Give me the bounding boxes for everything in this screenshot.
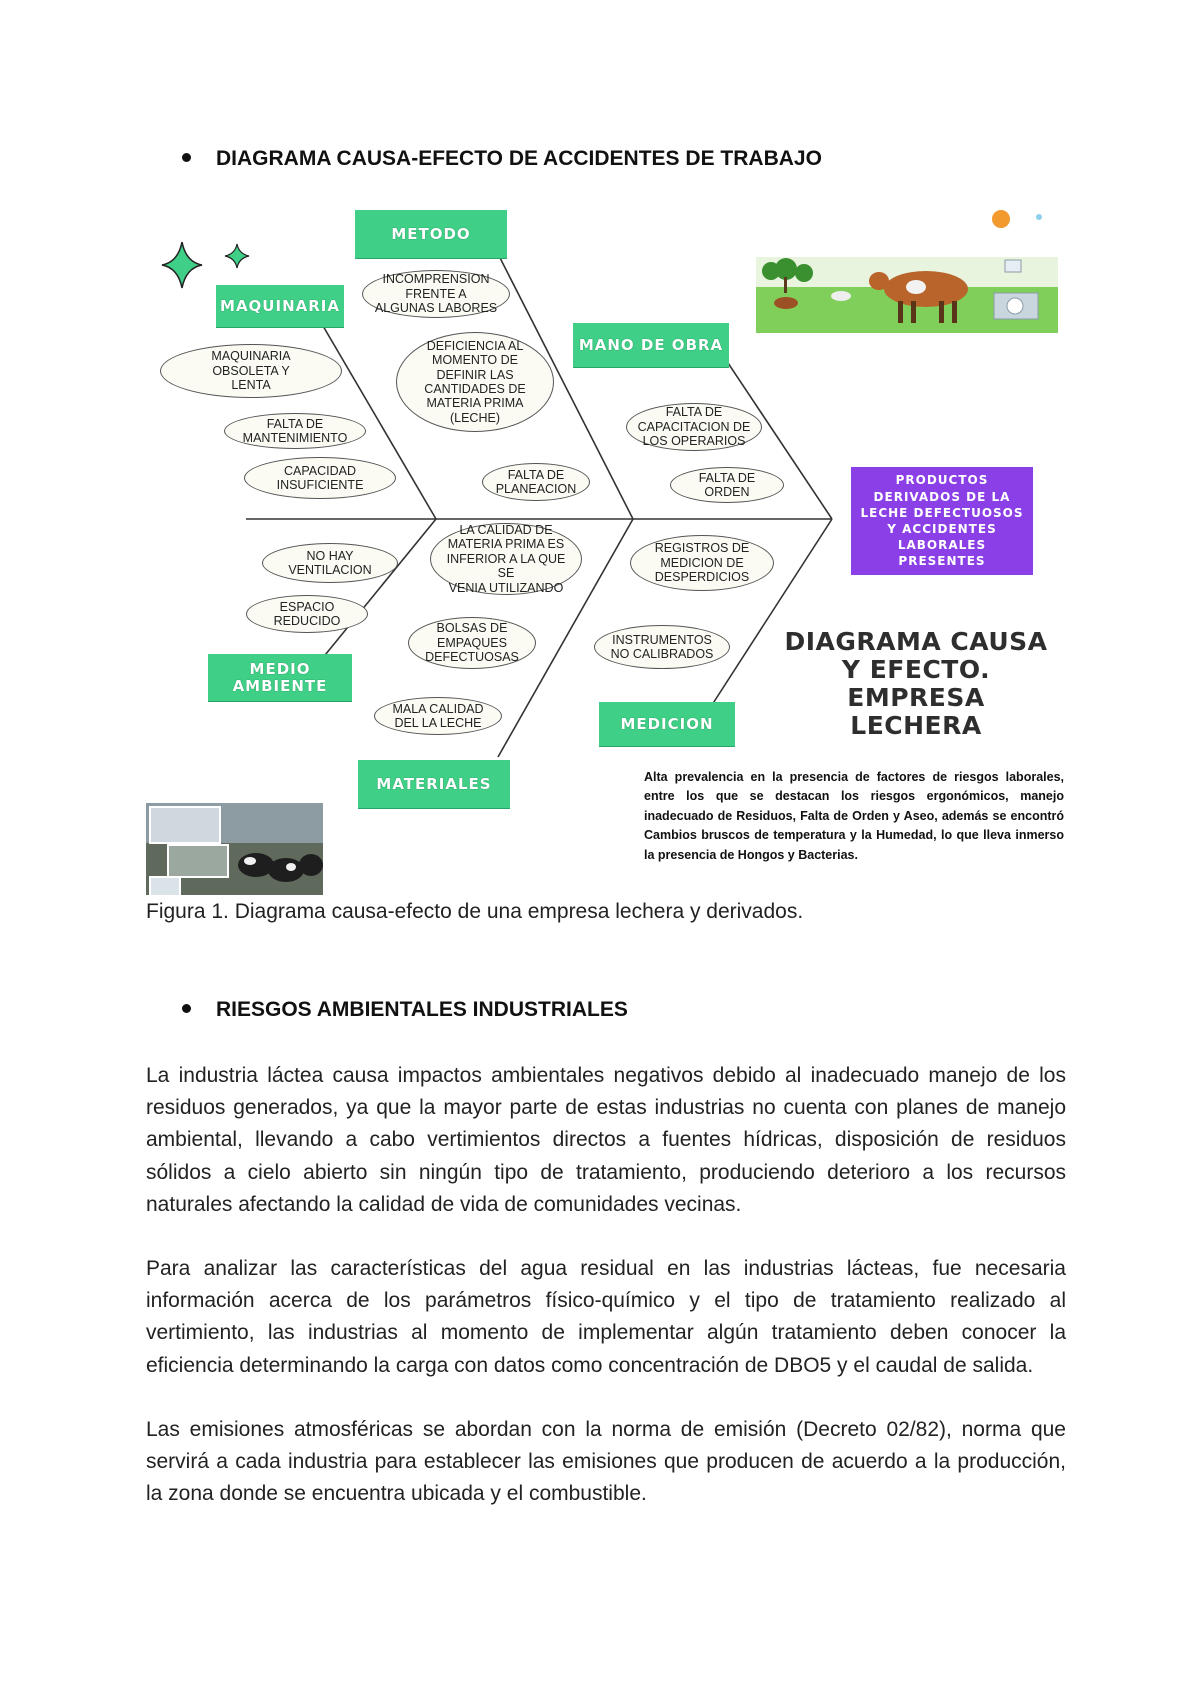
cause-line: VENIA UTILIZANDO <box>448 580 564 595</box>
effect-box <box>851 467 1033 575</box>
figure-caption: Figura 1. Diagrama causa-efecto de una empresa lechera y derivados. <box>146 900 804 923</box>
cause-line: LOS OPERARIOS <box>642 434 746 449</box>
bullet-icon <box>182 153 191 162</box>
cause-registros <box>630 535 774 591</box>
diagram-title-line: LECHERA <box>850 711 982 740</box>
cause-line: FRENTE A <box>405 286 467 301</box>
category-metodo: METODO <box>355 210 507 258</box>
cause-line: CAPACIDAD <box>283 463 356 478</box>
paragraph: Para analizar las características del agua residual en las industrias lácteas, fue necesaria información acerca de los parámetros físico-químico y el tipo de tratamiento realizado al vertimiento, las industrias al momento de implementar algún tratamiento deben conocer la eficiencia determinando la carga con datos como concentración de DBO5 y el caudal de salida. <box>146 1257 1066 1377</box>
cause-calidad-materia <box>430 523 582 595</box>
cause-mala-calidad <box>374 697 502 735</box>
cause-line: DEL LA LECHE <box>394 716 482 730</box>
diagram-title-line: DIAGRAMA CAUSA <box>784 627 1048 656</box>
sun-icon <box>992 210 1010 228</box>
cause-line: PLANEACION <box>495 482 577 496</box>
cause-line: LENTA <box>231 378 271 393</box>
effect-line: DERIVADOS DE LA <box>873 489 1011 504</box>
effect-line: LABORALES <box>897 538 987 553</box>
cause-line: REDUCIDO <box>273 614 341 628</box>
cause-line: VENTILACION <box>288 563 372 577</box>
cause-line: INCOMPRENSION <box>382 272 490 287</box>
cause-line: EMPAQUES <box>437 635 507 650</box>
cause-line: MEDICION DE <box>660 555 744 570</box>
effect-line: Y ACCIDENTES <box>887 522 997 536</box>
sparkle-small-icon <box>224 243 250 269</box>
cause-line: REGISTROS DE <box>654 541 750 556</box>
category-medicion: MEDICION <box>599 702 735 746</box>
cause-line: LA CALIDAD DE <box>459 523 553 538</box>
cause-bolsas <box>408 617 536 669</box>
diagram-note: Alta prevalencia en la presencia de factores de riesgos laborales, entre los que se destacan los riesgos ergonómicos, manejo inadecuado de Residuos, Falta de Orden y Aseo, además se encontró Cambios bruscos de temperatura y la Humedad, lo que lleva inmerso la presencia de Hongos y Bacterias. <box>644 770 1064 862</box>
cause-line: DESPERDICIOS <box>654 570 750 585</box>
cause-line: INFERIOR A LA QUE SE <box>446 551 566 581</box>
cause-line: NO HAY <box>306 548 354 563</box>
cloud-icon <box>1036 214 1042 220</box>
section-heading-riesgos <box>182 998 628 1022</box>
diagram-title-line: EMPRESA <box>847 683 985 712</box>
paragraph: La industria láctea causa impactos ambientales negativos debido al inadecuado manejo de los residuos generados, ya que la mayor parte de estas industrias no cuenta con planes de manejo ambiental, llevando a cabo vertimientos directos a fuentes hídricas, disposición de residuos sólidos a cielo abierto sin ningún tipo de tratamiento, produciendo deterioro a los recursos naturales afectando la calidad de vida de comunidades vecinas. <box>146 1064 1066 1216</box>
bullet-icon <box>182 1004 191 1013</box>
cause-line: CAPACITACION DE <box>637 419 751 434</box>
dairy-photo-collage <box>146 803 323 895</box>
effect-line: LECHE DEFECTUOSOS <box>860 505 1024 520</box>
cause-capacidad-insuficiente <box>244 457 396 499</box>
heading-text: DIAGRAMA CAUSA-EFECTO DE ACCIDENTES DE TRABAJO <box>216 147 822 170</box>
sparkle-icon <box>160 240 204 290</box>
category-medio-ambiente-line2: AMBIENTE <box>232 676 328 695</box>
effect-line: PRESENTES <box>898 554 986 569</box>
cause-line: MATERIA PRIMA ES <box>447 537 565 552</box>
cause-line: ESPACIO <box>279 599 335 614</box>
cause-line: BOLSAS DE <box>436 621 508 636</box>
cause-line: NO CALIBRADOS <box>610 647 714 661</box>
cause-falta-planeacion <box>482 463 590 501</box>
cause-line: CANTIDADES DE <box>424 382 526 396</box>
cause-line: (LECHE) <box>449 410 500 425</box>
section-heading-diagram <box>182 147 822 171</box>
cause-line: DEFICIENCIA AL <box>426 338 524 353</box>
effect-line: PRODUCTOS <box>895 473 989 488</box>
diagram-title <box>766 628 1066 740</box>
cause-incomprension <box>362 270 510 318</box>
cow-pasture-illustration <box>756 257 1058 333</box>
cause-effect-figure <box>146 205 1068 895</box>
cause-no-ventilacion <box>262 543 398 583</box>
cause-line: FALTA DE <box>665 405 723 420</box>
cause-line: MAQUINARIA <box>211 349 291 364</box>
category-mano-de-obra: MANO DE OBRA <box>573 323 729 367</box>
cause-line: FALTA DE <box>698 470 756 485</box>
cause-line: FALTA DE <box>507 467 565 482</box>
cause-espacio-reducido <box>246 595 368 633</box>
cause-line: ORDEN <box>704 485 750 499</box>
cause-falta-capacitacion <box>626 403 762 451</box>
cause-line: ALGUNAS LABORES <box>374 301 498 316</box>
cause-falta-orden <box>670 467 784 503</box>
category-medio-ambiente-line1: MEDIO <box>249 660 311 678</box>
cause-instrumentos <box>594 625 730 669</box>
category-maquinaria: MAQUINARIA <box>216 285 344 327</box>
cause-line: INSUFICIENTE <box>276 478 364 492</box>
cause-line: MANTENIMIENTO <box>242 431 348 445</box>
heading-text: RIESGOS AMBIENTALES INDUSTRIALES <box>216 998 628 1021</box>
cause-line: MALA CALIDAD <box>392 701 484 716</box>
cause-line: FALTA DE <box>266 416 324 431</box>
diagram-title-line: Y EFECTO. <box>841 655 991 684</box>
cause-maquinaria-obsoleta <box>160 344 342 398</box>
paragraph: Las emisiones atmosféricas se abordan con la norma de emisión (Decreto 02/82), norma que servirá a cada industria para establecer las emisiones que producen de acuerdo a la producción, la zona donde se encuentra ubicada y el combustible. <box>146 1418 1066 1506</box>
cause-line: INSTRUMENTOS <box>612 632 712 647</box>
cause-line: MATERIA PRIMA <box>426 396 524 411</box>
category-materiales: MATERIALES <box>358 760 510 808</box>
cause-line: MOMENTO DE <box>432 353 518 368</box>
category-medio-ambiente <box>208 654 352 701</box>
cause-line: DEFINIR LAS <box>436 367 514 382</box>
cause-line: DEFECTUOSAS <box>425 650 519 665</box>
cause-falta-mantenimiento <box>224 413 366 449</box>
cause-line: OBSOLETA Y <box>212 363 290 378</box>
cause-deficiencia <box>396 332 554 432</box>
